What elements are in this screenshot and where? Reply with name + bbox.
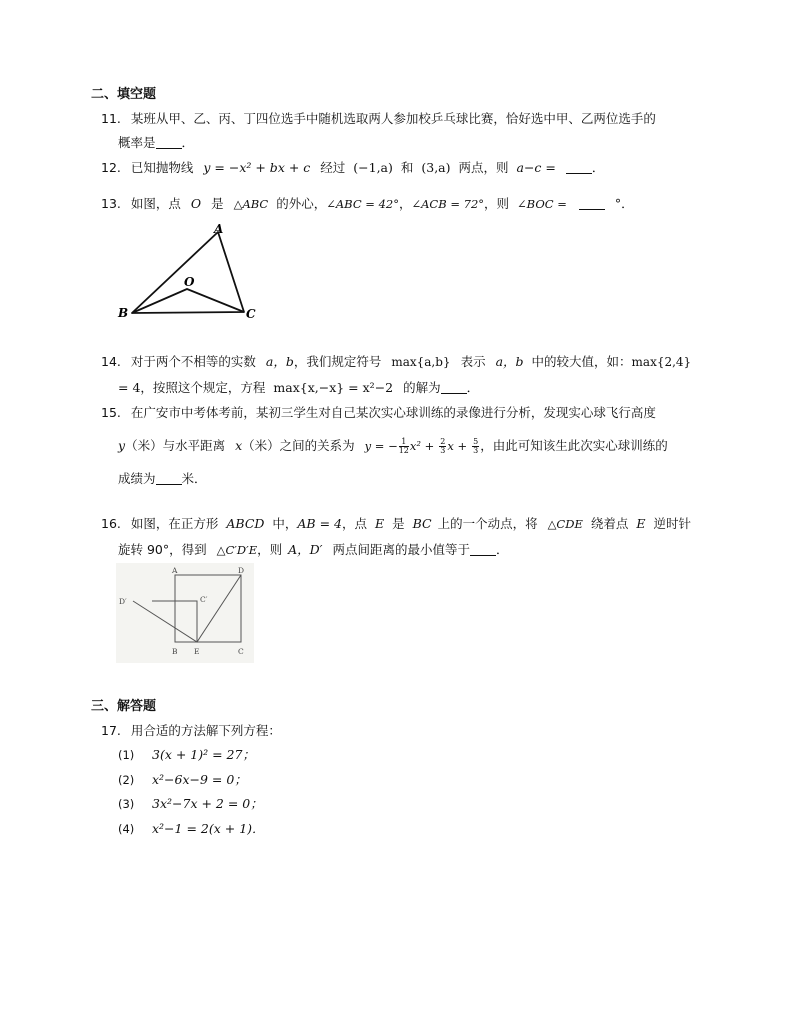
answer-blank[interactable]: [566, 161, 592, 174]
question-text: 在广安市中考体考前，某初三学生对自己某次实心球训练的录像进行分析，发现实心球飞行高度: [130, 405, 656, 420]
answer-blank[interactable]: [156, 136, 182, 149]
question-text: 如图，在正方形: [130, 516, 219, 531]
question-text: 绕着点: [590, 516, 629, 531]
fraction: [439, 438, 446, 455]
question-15: [101, 405, 656, 421]
fraction: [472, 438, 479, 455]
math-expression: ∠ACB = 72°: [411, 197, 485, 211]
question-11-line2: [118, 135, 194, 151]
label-a: A: [214, 222, 224, 236]
label-o: O: [184, 275, 195, 289]
subquestion-number: (4): [118, 821, 135, 836]
question-text: ，我们规定符号: [293, 354, 382, 369]
question-text: 经过: [320, 160, 346, 175]
math-expression: △ABC: [233, 197, 269, 211]
math-expression: A，D′: [288, 542, 323, 557]
math-point: (3,a): [421, 160, 451, 175]
subquestion: [118, 772, 265, 797]
math-symbol: y: [118, 438, 126, 453]
question-text: （米）与水平距离: [125, 438, 226, 453]
question-text: 两点间距离的最小值等于: [332, 542, 470, 557]
math-symbol: E: [375, 516, 385, 531]
math-symbol: E: [636, 516, 646, 531]
question-13: [101, 196, 634, 212]
math-expression: ∠ABC = 42°: [326, 197, 399, 211]
fraction-denominator: 3: [473, 446, 479, 455]
question-number: 12.: [101, 160, 121, 175]
question-number: 16.: [101, 516, 121, 531]
fraction-denominator: 12: [398, 446, 409, 455]
math-expression: a−c =: [516, 160, 556, 175]
label-a: A: [172, 566, 178, 575]
section-title-solve: 三、解答题: [91, 699, 157, 714]
math-expression: ∠BOC =: [517, 197, 567, 211]
math-equation: x²−6x−9 = 0；: [152, 771, 247, 787]
punctuation: ，: [398, 196, 412, 211]
label-c: C: [246, 307, 256, 321]
math-expression: AB = 4: [297, 516, 342, 531]
subquestion-number: (3): [118, 797, 135, 811]
question-text: 两点，则: [458, 160, 509, 175]
question-text: （米）之间的关系为: [242, 438, 355, 453]
punctuation: ．: [591, 160, 605, 175]
question-number: 17.: [101, 723, 121, 738]
subquestion: [118, 747, 265, 772]
math-symbol: BC: [412, 516, 432, 531]
math-expression: x +: [447, 439, 468, 453]
fraction-denominator: 3: [440, 446, 446, 455]
question-text: 表示: [460, 354, 486, 369]
question-16-line2: [118, 542, 509, 558]
math-expression: a，b: [265, 354, 294, 369]
punctuation: ．: [496, 542, 509, 557]
label-c-prime: C′: [200, 595, 208, 604]
question-text: 的解为: [403, 380, 441, 395]
square-rotation-figure: [116, 563, 254, 663]
question-text: ，由此可知该生此次实心球训练的: [480, 438, 668, 453]
question-text: 逆时针: [653, 516, 691, 531]
question-15-line2: [118, 435, 668, 457]
question-text: 中的较大值，如：: [531, 354, 632, 369]
question-text: 概率是: [118, 135, 156, 150]
question-text: ，点: [342, 516, 368, 531]
question-14: [101, 354, 691, 370]
subquestion-number: (2): [118, 772, 135, 787]
section-title-fill-blank: 二、填空题: [91, 87, 157, 102]
math-equation: 3(x + 1)² = 27；: [152, 747, 255, 762]
answer-blank[interactable]: [441, 381, 467, 394]
question-text: 是: [211, 196, 224, 211]
question-text: ，按照这个规定，方程: [140, 380, 266, 395]
question-number: 11.: [101, 111, 121, 126]
math-expression: = 4: [118, 380, 141, 395]
question-text: ，则: [484, 196, 510, 211]
question-12: [101, 160, 604, 176]
math-symbol: x: [235, 438, 243, 453]
subquestion-number: (1): [118, 748, 135, 762]
question-text: 对于两个不相等的实数: [130, 354, 256, 369]
question-text: 已知抛物线: [130, 160, 194, 175]
label-d-prime: D′: [119, 597, 127, 606]
question-text: 的外心，: [276, 196, 327, 211]
label-e: E: [194, 647, 200, 656]
math-expression: △C′D′E: [216, 543, 258, 557]
fraction-numerator: 2: [440, 437, 446, 446]
math-symbol: O: [190, 196, 202, 211]
question-text: 某班从甲、乙、丙、丁四位选手中随机选取两人参加校乒乓球比赛，恰好选中甲、乙两位选手的: [130, 111, 656, 126]
fraction-numerator: 5: [473, 437, 479, 446]
question-15-line3: [118, 471, 207, 487]
math-equation: max{x,−x} = x²−2: [273, 380, 394, 395]
math-expression: max{2,4}: [631, 355, 692, 369]
question-text: 上的一个动点，将: [437, 516, 538, 531]
label-c: C: [238, 647, 244, 656]
degree-symbol: °: [614, 196, 622, 211]
math-expression: y = −x² + bx + c: [203, 160, 311, 175]
question-text: ，则: [257, 542, 283, 557]
label-b: B: [172, 647, 178, 656]
math-symbol: ABCD: [226, 516, 265, 531]
subquestion: [118, 821, 265, 846]
question-text: 如图，点: [130, 196, 181, 211]
answer-blank[interactable]: [470, 543, 496, 556]
question-11: [101, 111, 656, 127]
math-equation: 3x²−7x + 2 = 0；: [152, 796, 263, 811]
question-text: 成绩为: [118, 471, 156, 486]
subquestion: [118, 796, 265, 821]
math-expression: x² +: [409, 439, 435, 453]
question-16: [101, 516, 691, 532]
math-expression: △CDE: [547, 517, 583, 531]
label-b: B: [118, 306, 129, 320]
question-17: [101, 723, 281, 739]
fraction: [399, 438, 409, 455]
punctuation: ．: [466, 380, 480, 395]
math-equation: x²−1 = 2(x + 1)．: [152, 820, 265, 836]
triangle-abc-figure: [115, 220, 260, 324]
question-number: 13.: [101, 196, 121, 211]
math-expression: a，b: [495, 354, 524, 369]
question-number: 15.: [101, 405, 121, 420]
answer-blank[interactable]: [579, 197, 605, 210]
question-text: 米．: [181, 471, 207, 486]
q17-subquestion-list: [118, 747, 265, 845]
answer-blank[interactable]: [156, 472, 182, 485]
question-text: 旋转 90°，得到: [118, 542, 207, 557]
question-number: 14.: [101, 354, 121, 369]
question-text: 用合适的方法解下列方程：: [130, 723, 281, 738]
fraction-numerator: 1: [399, 438, 409, 447]
question-14-line2: [118, 380, 479, 396]
label-d: D: [238, 566, 245, 575]
math-expression: max{a,b}: [391, 355, 451, 369]
question-text: 是: [392, 516, 405, 531]
punctuation: ．: [181, 135, 195, 150]
math-expression: y = −: [364, 439, 398, 453]
question-text: 中，: [272, 516, 298, 531]
math-point: (−1,a): [353, 160, 393, 175]
question-text: 和: [400, 160, 414, 175]
punctuation: ．: [621, 196, 634, 211]
